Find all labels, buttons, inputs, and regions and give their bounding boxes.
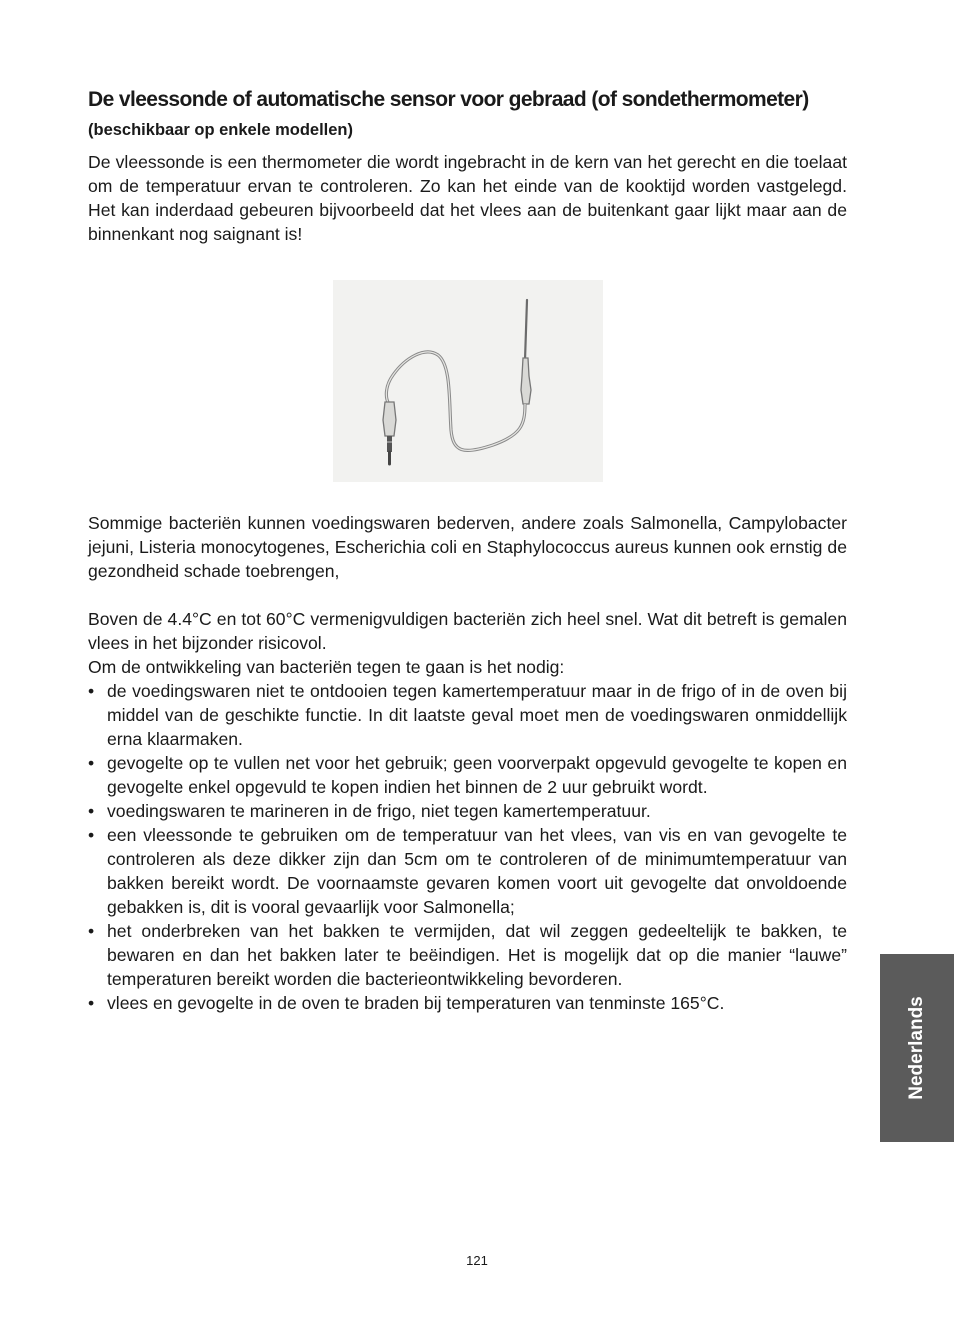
bullet-icon: • [88,753,95,773]
lead-paragraph: Om de ontwikkeling van bacteriën tegen te gaan is het nodig: [88,657,565,677]
page-content [88,86,847,1015]
bullet-icon: • [88,921,95,941]
list-item: • vlees en gevogelte in de oven te braden bij temperaturen van tenminste 165°C. [88,993,725,1013]
list-item: • een vleessonde te gebruiken om de temperatuur van het vlees, van vis en van gevogelte te controleren als deze dikker zijn dan 5cm om te controleren of de minimumtemperatuur van bakken bereikt wordt. De voornaamste gevaren komen voort uit gevogelte dat onvoldoende gebakken is, dit is vooral gevaarlijk voor Salmonella; [88,825,847,917]
meat-probe-image [333,280,603,482]
bullet-list [88,679,847,1015]
language-tab-label: Nederlands [906,996,927,1100]
section-title: De vleessonde of automatische sensor voor gebraad (of sondethermometer) [88,88,809,111]
bullet-icon: • [88,993,95,1013]
bullet-icon: • [88,681,95,701]
section-subtitle: (beschikbaar op enkele modellen) [88,121,353,139]
page-number: 121 [466,1253,488,1268]
paragraph-gap [88,583,847,607]
bullet-icon: • [88,825,95,845]
bacteria-paragraph: Sommige bacteriën kunnen voedingswaren bederven, andere zoals Salmonella, Campylobacter jejuni, Listeria monocytogenes, Escherichia coli en Staphylococcus aureus kunnen ook ernstig de gezondheid schade toebrengen, [88,513,847,581]
list-item: • het onderbreken van het bakken te vermijden, dat wil zeggen gedeeltelijk te bakken, te bewaren en dan het bakken later te beëindigen. Het is mogelijk dat op die manier “lauwe” temperaturen bereikt worden die bacterieontwikkeling bevorderen. [88,921,847,989]
list-item: • gevogelte op te vullen net voor het gebruik; geen voorverpakt opgevuld gevogelte te kopen en gevogelte enkel opgevuld te kopen indien het binnen de 2 uur gebruikt wordt. [88,753,847,797]
list-item: • de voedingswaren niet te ontdooien tegen kamertemperatuur maar in de frigo of in de oven bij middel van de geschikte functie. In dit laatste geval moet men de voedingswaren onmiddellijk erna klaarmaken. [88,681,847,749]
meat-probe-icon [333,280,603,482]
intro-paragraph: De vleessonde is een thermometer die wordt ingebracht in de kern van het gerecht en die toelaat om de temperatuur ervan te controleren. Zo kan het einde van de kooktijd worden vastgelegd. Het kan inderdaad gebeuren bijvoorbeeld dat het vlees aan de buitenkant gaar lijkt maar aan de binnenkant nog saignant is! [88,152,847,244]
list-item: • voedingswaren te marineren in de frigo, niet tegen kamertemperatuur. [88,801,651,821]
language-tab [880,954,954,1142]
temperature-paragraph: Boven de 4.4°C en tot 60°C vermenigvuldigen bacteriën zich heel snel. Wat dit betreft is gemalen vlees in het bijzonder risicovol. [88,609,847,653]
bullet-icon: • [88,801,95,821]
